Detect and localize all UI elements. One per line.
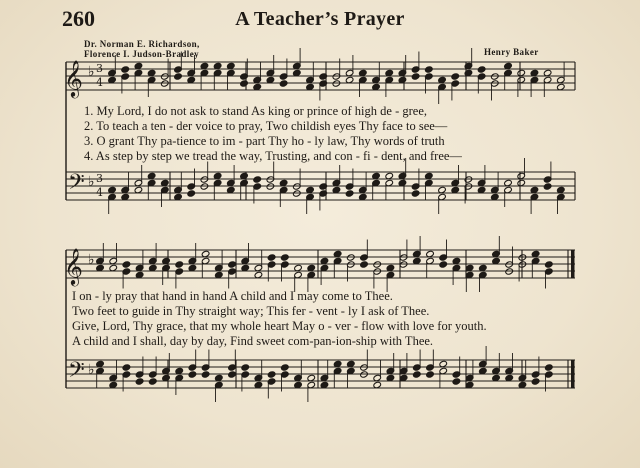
lyrics-block-1 xyxy=(84,104,574,164)
quarter-note xyxy=(281,254,290,261)
quarter-note xyxy=(411,73,420,80)
quarter-note xyxy=(413,371,422,378)
quarter-note xyxy=(425,66,434,73)
time-signature-top: 3 xyxy=(96,172,103,185)
quarter-note xyxy=(545,261,554,268)
verse-4-line-1: 4. As step by step we tread the way, Trusting, and con - fi - dent, and free— xyxy=(84,149,462,163)
quarter-note xyxy=(279,80,288,87)
verse-1-line-1: 1. My Lord, I do not ask to stand As king or prince of high de - gree, xyxy=(84,104,427,118)
composer-credit: Henry Baker xyxy=(484,47,539,57)
quarter-note xyxy=(452,378,461,385)
lyricist-2: Florence I. Judson-Bradley xyxy=(84,49,199,59)
time-signature-top: 3 xyxy=(96,62,103,75)
verse-2-line-1: 2. To teach a ten - der voice to pray, Two childish eyes Thy face to see— xyxy=(84,119,448,133)
quarter-note xyxy=(531,378,540,385)
quarter-note xyxy=(545,364,554,371)
quarter-note xyxy=(360,261,369,268)
lyricist-1: Dr. Norman E. Richardson, xyxy=(84,39,200,49)
quarter-note xyxy=(267,254,276,261)
quarter-note xyxy=(281,364,290,371)
quarter-note xyxy=(174,73,183,80)
verse-1-line-2: I on - ly pray that hand in hand A child and I may come to Thee. xyxy=(72,289,393,303)
bass-clef: 𝄢 xyxy=(68,170,85,200)
quarter-note xyxy=(122,364,131,371)
hymn-number: 260 xyxy=(62,6,95,31)
half-note xyxy=(293,190,302,197)
verse-3-line-1: 3. O grant Thy pa-tience to im - part Thy ho - ly law, Thy words of truth xyxy=(84,134,445,148)
quarter-note xyxy=(253,176,262,183)
quarter-note xyxy=(451,73,460,80)
quarter-note xyxy=(439,261,448,268)
quarter-note xyxy=(411,190,420,197)
quarter-note xyxy=(228,261,237,268)
quarter-note xyxy=(135,378,144,385)
key-signature-flat: ♭ xyxy=(88,174,95,190)
key-signature-flat: ♭ xyxy=(88,362,95,378)
final-barline-thick xyxy=(571,250,575,278)
quarter-note xyxy=(188,371,197,378)
half-note xyxy=(399,261,408,268)
half-note xyxy=(373,261,382,268)
half-note xyxy=(200,183,209,190)
time-signature-bottom: 4 xyxy=(96,76,103,89)
half-note xyxy=(464,176,473,183)
half-note xyxy=(332,80,341,87)
quarter-note xyxy=(477,66,486,73)
half-note xyxy=(161,80,170,87)
quarter-note xyxy=(187,190,196,197)
verse-2-line-2: Two feet to guide in Thy straight way; This fer - vent - ly I ask of Thee. xyxy=(72,304,430,318)
quarter-note xyxy=(240,80,249,87)
quarter-note xyxy=(201,371,210,378)
half-note xyxy=(505,268,514,275)
half-note xyxy=(347,254,356,261)
quarter-note xyxy=(426,371,435,378)
verse-3-line-2: Give, Lord, Thy grace, that my whole heart May o - ver - flow with love for youth. xyxy=(72,319,487,333)
treble-clef: 𝄞 xyxy=(64,59,83,97)
quarter-note xyxy=(122,261,131,268)
quarter-note xyxy=(121,66,130,73)
key-signature-flat: ♭ xyxy=(88,252,95,268)
time-signature-bottom: 4 xyxy=(96,186,103,199)
hymn-title: A Teacher’s Prayer xyxy=(235,8,405,30)
half-note xyxy=(360,371,369,378)
half-note xyxy=(491,73,500,80)
verse-4-line-2: A child and I shall, day by day, Find sweet com-pan-ion-ship with Thee. xyxy=(72,334,434,348)
quarter-note xyxy=(175,261,184,268)
bass-clef: 𝄢 xyxy=(68,358,85,388)
key-signature-flat: ♭ xyxy=(88,64,95,80)
quarter-note xyxy=(228,371,237,378)
quarter-note xyxy=(543,183,552,190)
quarter-note xyxy=(267,371,276,378)
half-note xyxy=(266,183,275,190)
quarter-note xyxy=(149,378,158,385)
quarter-note xyxy=(241,364,250,371)
treble-clef: 𝄞 xyxy=(64,247,83,285)
final-barline-thick xyxy=(571,360,575,388)
lyrics-block-2 xyxy=(72,289,572,349)
quarter-note xyxy=(345,190,354,197)
